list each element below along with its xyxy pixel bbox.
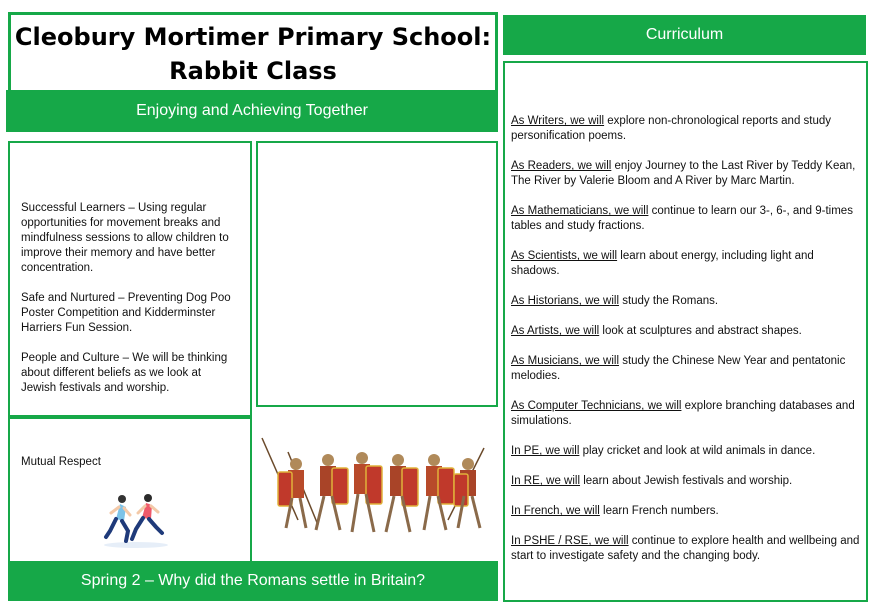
subject-text: learn French numbers. (599, 505, 719, 517)
subject-lead: As Artists, we will (511, 325, 600, 337)
subject-lead: As Readers, we will (511, 160, 612, 172)
school-title-box (8, 12, 498, 92)
subject-intent-heading: Subject Intent (636, 70, 735, 87)
british-value-panel (8, 417, 252, 565)
runners-illustration-icon (102, 491, 172, 549)
subject-lead: As Writers, we will (511, 115, 605, 127)
subject-lead: In PE, we will (511, 445, 580, 457)
subject-item (511, 399, 860, 429)
subject-lead: As Historians, we will (511, 295, 619, 307)
enrichment-item: Kidderminster Harriers Fun Session (266, 322, 449, 334)
curriculum-heading: Curriculum (645, 26, 724, 43)
subject-intent-panel (503, 61, 868, 602)
subject-lead: As Scientists, we will (511, 250, 618, 262)
subject-item (511, 474, 860, 489)
subject-item (511, 294, 860, 309)
subject-item (511, 114, 860, 144)
driver-paragraph: Safe and Nurtured – Preventing Dog Poo Poster Competition and Kidderminster Harriers Fun Session. (21, 292, 231, 334)
subject-text: look at sculptures and abstract shapes. (599, 325, 802, 337)
subject-text: enjoy Journey to the Last River by Teddy Kean, The River by Valerie Bloom and A River by Marc Martin. (511, 160, 856, 187)
subject-item (511, 504, 860, 519)
enrichment-panel (256, 141, 498, 407)
tagline: Enjoying and Achieving Together (136, 102, 368, 119)
subject-text: study the Romans. (619, 295, 719, 307)
subject-item (511, 324, 860, 339)
driver-paragraph: Successful Learners – Using regular opportunities for movement breaks and mindfulness sessions to allow children to improve their memory and have better concentration. (21, 202, 229, 274)
subject-list (507, 106, 864, 598)
drivers-heading-line2: Curriculum Drivers (63, 171, 197, 188)
drivers-heading-line1: Links to our (88, 149, 172, 166)
subject-text: explore non-chronological reports and study personification poems. (511, 115, 832, 142)
enrichment-item: Easter (266, 352, 300, 364)
subject-lead: As Mathematicians, we will (511, 205, 649, 217)
subject-lead: In PSHE / RSE, we will (511, 535, 629, 547)
subject-text: learn about Jewish festivals and worship. (580, 475, 793, 487)
curriculum-bar (503, 15, 866, 55)
topic-bar (8, 561, 498, 601)
driver-paragraph: People and Culture – We will be thinking about different beliefs as we look at Jewish festivals and worship. (21, 352, 228, 394)
enrichment-list (261, 195, 493, 402)
topic-title: Spring 2 – Why did the Romans settle in Britain? (80, 572, 426, 589)
enrichment-item: Preventing Dog Poo Poster Competition (266, 292, 470, 304)
enrichment-item: Women's History Month (266, 232, 388, 244)
roman-soldiers-illustration-icon (258, 430, 498, 550)
subject-item (511, 534, 860, 564)
drivers-panel (8, 141, 252, 417)
class-name: Rabbit Class (169, 56, 337, 85)
subject-item (511, 159, 860, 189)
british-value-text: Mutual Respect (21, 456, 101, 468)
subject-item (511, 354, 860, 384)
british-value-heading: British Value (85, 424, 175, 441)
subject-text: continue to explore health and wellbeing and start to investigate safety and the changing body. (511, 535, 860, 562)
drivers-body (13, 195, 247, 412)
subject-lead: As Computer Technicians, we will (511, 400, 682, 412)
enrichment-item: World Book Day (266, 262, 349, 274)
school-title: Cleobury Mortimer Primary School: (14, 22, 492, 51)
subject-text: play cricket and look at wild animals in dance. (579, 445, 816, 457)
subject-text: explore branching databases and simulations. (511, 400, 855, 427)
subject-item (511, 249, 860, 279)
subject-text: learn about energy, including light and shadows. (511, 250, 814, 277)
drivers-heading (10, 143, 250, 195)
subject-text: study the Chinese New Year and pentatonic melodies. (511, 355, 846, 382)
subject-item (511, 444, 860, 459)
subject-text: continue to learn our 3-, 6-, and 9-times tables and study fractions. (511, 205, 853, 232)
tagline-bar (6, 90, 498, 132)
subject-lead: In French, we will (511, 505, 600, 517)
subject-item (511, 204, 860, 234)
subject-lead: As Musicians, we will (511, 355, 619, 367)
enrichment-heading: Enrichment (336, 150, 418, 167)
enrichment-item: Library Visit (266, 202, 326, 214)
subject-lead: In RE, we will (511, 475, 581, 487)
